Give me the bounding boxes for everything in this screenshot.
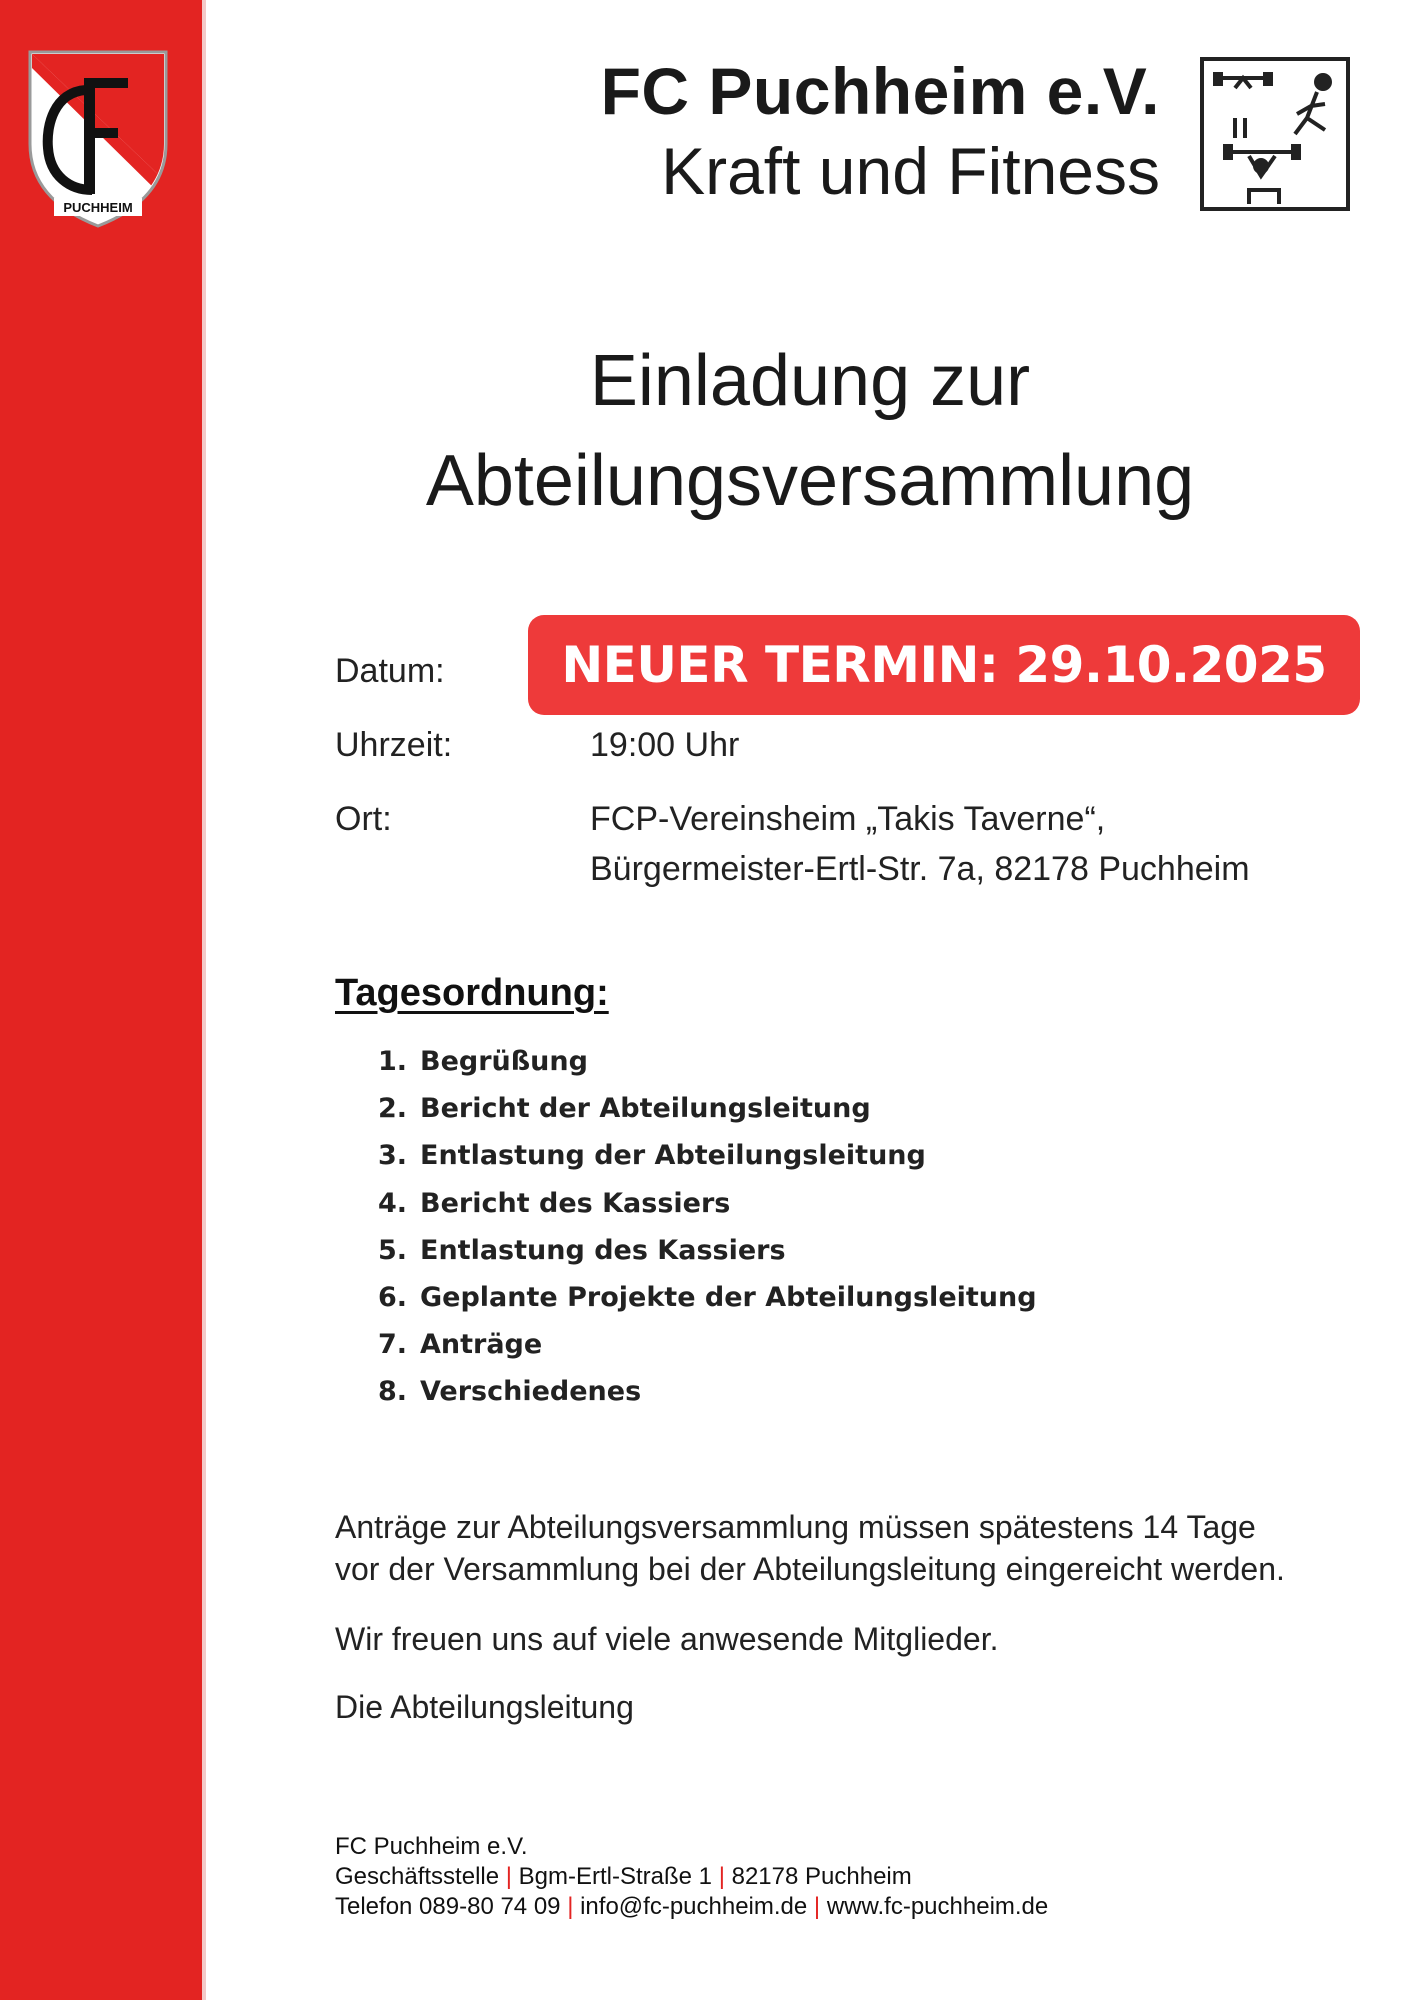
red-sidebar: [0, 0, 202, 2000]
agenda-item: [378, 1140, 1037, 1187]
footer-street: Bgm-Ertl-Straße 1: [518, 1863, 713, 1890]
agenda-label: Bericht der Abteilungsleitung: [420, 1093, 871, 1125]
agenda-item: [378, 1046, 1037, 1093]
agenda-label: Begrüßung: [420, 1046, 588, 1077]
agenda-heading: Tagesordnung:: [335, 972, 609, 1014]
agenda-number: 6.: [378, 1281, 408, 1313]
fitness-pictogram-logo: [1199, 56, 1351, 212]
footer-separator: |: [813, 1893, 821, 1920]
fc-puchheim-crest-logo: [26, 48, 170, 230]
footer: [335, 1832, 1048, 1922]
headline-line-2: Abteilungsversammlung: [425, 441, 1195, 521]
footer-city: 82178 Puchheim: [731, 1863, 912, 1890]
agenda-label: Entlastung des Kassiers: [420, 1234, 786, 1266]
agenda-number: 1.: [378, 1046, 408, 1077]
agenda-label: Geplante Projekte der Abteilungsleitung: [420, 1281, 1037, 1313]
agenda-number: 7.: [378, 1329, 408, 1361]
time-value: 19:00 Uhr: [590, 726, 740, 764]
agenda-label: Anträge: [420, 1329, 543, 1361]
footer-separator: |: [505, 1863, 512, 1890]
footer-org: FC Puchheim e.V.: [335, 1833, 528, 1860]
sidebar-edge: [202, 0, 206, 2000]
header-title-block: [601, 54, 1160, 214]
agenda-label: Bericht des Kassiers: [420, 1187, 731, 1219]
agenda-item: [378, 1282, 1037, 1329]
footer-office: Geschäftsstelle: [335, 1863, 500, 1890]
agenda-label: Entlastung der Abteilungsleitung: [420, 1140, 926, 1172]
motion-note-line-1: Anträge zur Abteilungsversammlung müssen spätestens 14 Tage: [335, 1509, 1256, 1545]
agenda-item: [378, 1093, 1037, 1140]
motion-note-line-2: vor der Versammlung bei der Abteilungsleitung eingereicht werden.: [335, 1551, 1285, 1587]
agenda-item: [378, 1376, 1037, 1423]
footer-separator: |: [718, 1863, 725, 1890]
footer-address-line: [335, 1862, 1048, 1892]
footer-phone: Telefon 089-80 74 09: [335, 1893, 561, 1920]
place-line-2: Bürgermeister-Ertl-Str. 7a, 82178 Puchheim: [590, 850, 1250, 888]
footer-email-link[interactable]: info@fc-puchheim.de: [580, 1893, 808, 1920]
place-line-1: FCP-Vereinsheim „Takis Taverne“,: [590, 800, 1106, 838]
agenda-item: [378, 1329, 1037, 1376]
footer-separator: |: [567, 1893, 574, 1920]
agenda-label: Verschiedenes: [420, 1376, 642, 1408]
agenda-number: 3.: [378, 1140, 408, 1172]
agenda-number: 2.: [378, 1093, 408, 1125]
footer-web-link[interactable]: www.fc-puchheim.de: [826, 1893, 1049, 1920]
agenda-item: [378, 1188, 1037, 1235]
agenda-list: [378, 1046, 1037, 1424]
place-label: Ort:: [335, 800, 392, 838]
new-date-banner: NEUER TERMIN: 29.10.2025: [528, 615, 1360, 715]
headline-line-1: Einladung zur: [589, 341, 1031, 421]
greeting-text: Wir freuen uns auf viele anwesende Mitglieder.: [335, 1621, 999, 1657]
date-label: Datum:: [335, 652, 445, 690]
signature-text: Die Abteilungsleitung: [335, 1689, 634, 1725]
time-label: Uhrzeit:: [335, 726, 453, 764]
agenda-number: 8.: [378, 1376, 408, 1408]
footer-contact-line: [335, 1892, 1048, 1922]
department-name: Kraft und Fitness: [661, 134, 1160, 208]
agenda-number: 5.: [378, 1234, 408, 1266]
club-name: FC Puchheim e.V.: [600, 54, 1160, 128]
agenda-number: 4.: [378, 1187, 408, 1219]
crest-text: PUCHHEIM: [63, 200, 133, 215]
agenda-item: [378, 1235, 1037, 1282]
